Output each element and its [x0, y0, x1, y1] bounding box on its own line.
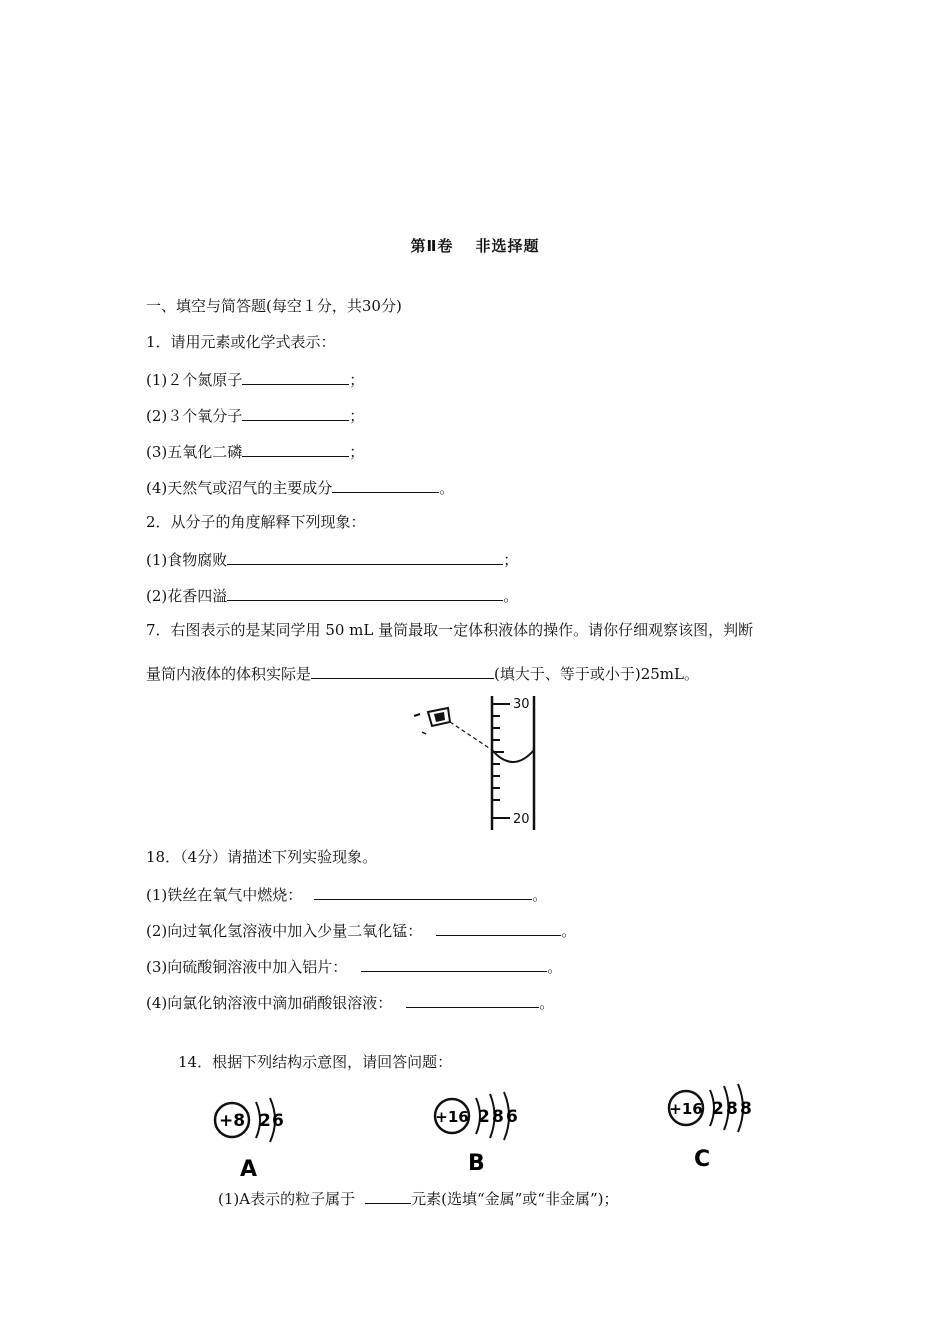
question-2-stem: 2．从分子的角度解释下列现象：	[146, 513, 366, 531]
q1-item-2	[146, 404, 364, 426]
q1-item-1	[146, 368, 364, 390]
section-title: 第Ⅱ卷 非选择题	[410, 237, 540, 255]
question-7-line-2	[146, 662, 699, 684]
q7-text-end: (填大于、等于或小于)25mL。	[494, 665, 699, 683]
q1-item-3-punct: ；	[349, 443, 365, 461]
q2-item-1-text: (1)食物腐败	[146, 551, 228, 569]
q2-item-2-punct: 。	[503, 587, 519, 605]
q1-item-4	[146, 476, 454, 498]
q18-item-2	[146, 919, 576, 941]
q2-item-2-blank[interactable]	[227, 584, 503, 601]
nucleus-charge: +16	[435, 1108, 469, 1126]
q1-item-4-blank[interactable]	[332, 476, 439, 493]
shell-1-electrons: 2	[259, 1111, 271, 1131]
atom-diagram-b	[430, 1088, 540, 1178]
q1-item-4-punct: 。	[439, 479, 455, 497]
q1-item-4-text: (4)天然气或沼气的主要成分	[146, 479, 333, 497]
q18-item-1-punct: 。	[532, 886, 548, 904]
q1-item-3-text: (3)五氧化二磷	[146, 443, 243, 461]
q7-text: 量筒内液体的体积实际是	[146, 665, 312, 683]
q18-item-4-punct: 。	[539, 994, 555, 1012]
q18-item-2-punct: 。	[561, 922, 577, 940]
q1-item-1-text: (1)２个氮原子	[146, 371, 243, 389]
q7-blank[interactable]	[311, 662, 494, 679]
q2-item-2	[146, 584, 518, 606]
q1-item-2-text: (2)３个氧分子	[146, 407, 243, 425]
atom-diagram-c	[664, 1082, 774, 1172]
q2-item-1-blank[interactable]	[227, 548, 503, 565]
q1-item-2-blank[interactable]	[242, 404, 349, 421]
q18-item-3-text: (3)向硫酸铜溶液中加入铝片：	[146, 958, 348, 976]
q1-item-1-blank[interactable]	[242, 368, 349, 385]
question-7-line-1: 7．右图表示的是某同学用 50 mL 量筒最取一定体积液体的操作。请你仔细观察该图，判断	[146, 621, 754, 639]
q2-item-1	[146, 548, 518, 570]
q2-item-2-text: (2)花香四溢	[146, 587, 228, 605]
nucleus-charge: +8	[218, 1111, 246, 1131]
q18-item-4-blank[interactable]	[406, 991, 539, 1008]
atom-label: A	[240, 1157, 258, 1182]
atom-label: C	[694, 1147, 711, 1172]
q14-sub-1-text-end: 元素(选填“金属”或“非金属”)；	[411, 1190, 619, 1208]
shell-2-electrons: 6	[272, 1111, 284, 1131]
nucleus-charge: +16	[669, 1100, 703, 1118]
atom-label: B	[468, 1151, 485, 1176]
q18-item-3-blank[interactable]	[361, 955, 547, 972]
q18-item-3	[146, 955, 562, 977]
question-1-stem: 1．请用元素或化学式表示：	[146, 333, 336, 351]
q18-item-4-text: (4)向氯化钠溶液中滴加硝酸银溶液：	[146, 994, 393, 1012]
q2-item-1-punct: ；	[503, 551, 519, 569]
q1-item-3	[146, 440, 364, 462]
q1-item-3-blank[interactable]	[242, 440, 349, 457]
scale-label-20: 20	[513, 812, 530, 827]
eye-icon	[414, 708, 450, 734]
q18-item-1	[146, 883, 547, 905]
shell-2-electrons: 8	[726, 1099, 738, 1119]
shell-1-electrons: 2	[478, 1107, 490, 1127]
q18-item-2-text: (2)向过氧化氢溶液中加入少量二氧化锰：	[146, 922, 423, 940]
q18-item-1-text: (1)铁丝在氧气中燃烧：	[146, 886, 303, 904]
q14-sub-1-text: (1)A表示的粒子属于	[218, 1190, 356, 1208]
section-heading: 一、填空与简答题(每空１分，共30分)	[146, 297, 402, 315]
q1-item-2-punct: ；	[349, 407, 365, 425]
atom-diagram-a	[208, 1094, 298, 1184]
shell-3-electrons: 6	[506, 1107, 518, 1127]
q18-item-2-blank[interactable]	[436, 919, 561, 936]
graduated-cylinder-figure	[410, 690, 550, 835]
shell-3-electrons: 8	[740, 1099, 752, 1119]
q18-item-3-punct: 。	[547, 958, 563, 976]
q14-sub-1-blank[interactable]	[365, 1187, 411, 1204]
q14-sub-1	[218, 1187, 618, 1209]
q18-item-1-blank[interactable]	[314, 883, 532, 900]
sight-line	[450, 722, 492, 750]
q18-item-4	[146, 991, 554, 1013]
shell-2-electrons: 8	[492, 1107, 504, 1127]
shell-1-electrons: 2	[712, 1099, 724, 1119]
scale-label-30: 30	[513, 697, 530, 712]
question-14-stem: 14．根据下列结构示意图，请回答问题：	[178, 1053, 453, 1071]
question-18-stem: 18．（4分）请描述下列实验现象。	[146, 848, 378, 866]
q1-item-1-punct: ；	[349, 371, 365, 389]
